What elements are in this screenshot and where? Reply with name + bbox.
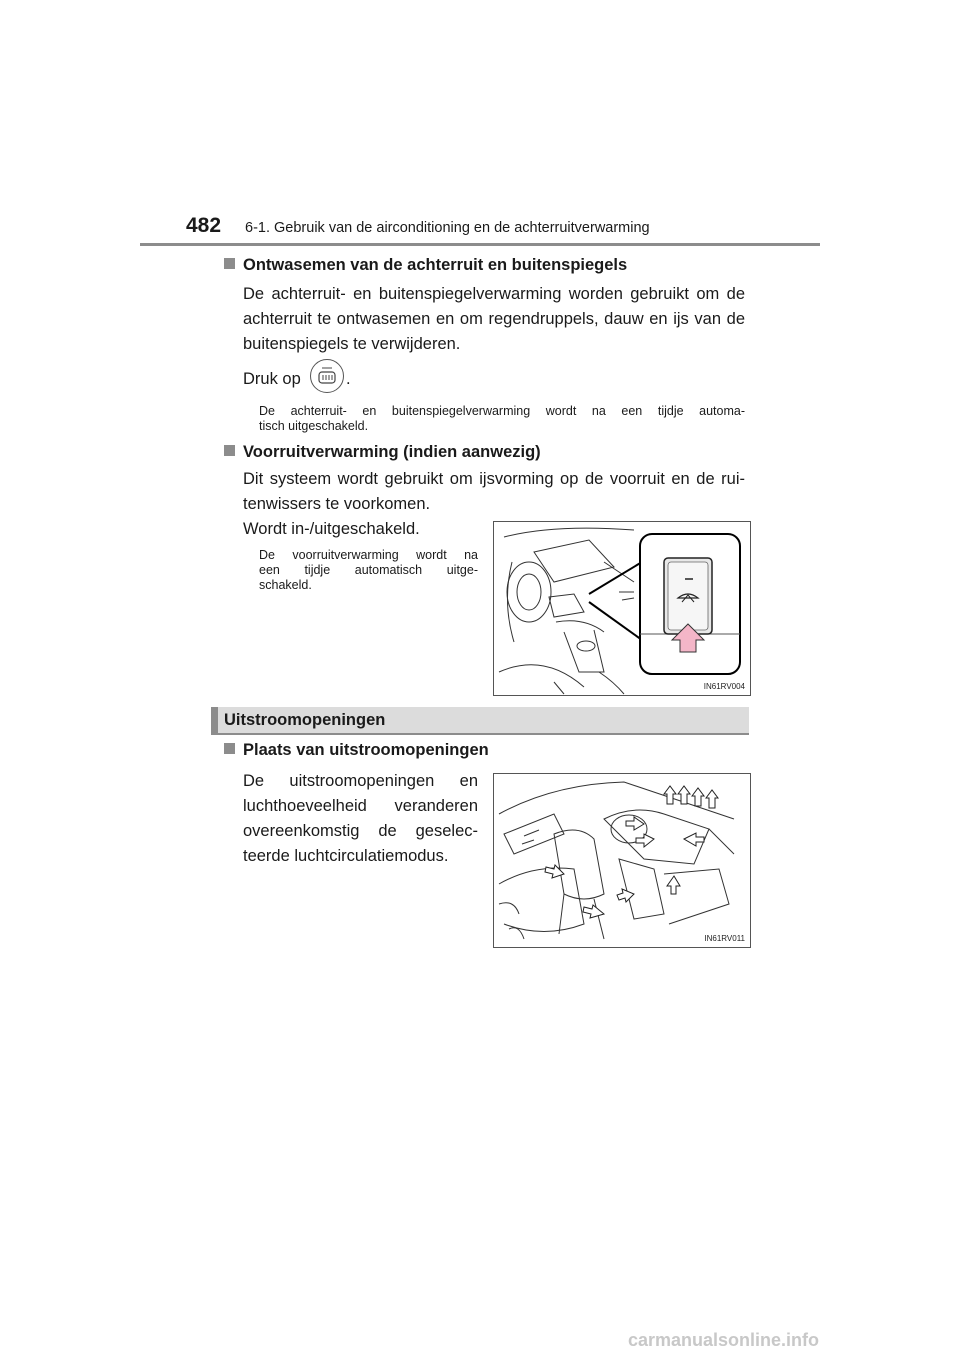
defogger-line-2: achterruit te ontwasemen en om regendruppels, dauw en ijs van de — [243, 310, 745, 328]
outlets-line-1: De uitstroomopeningen en — [243, 772, 478, 790]
defogger-line-3: buitenspiegels te verwijderen. — [243, 335, 461, 353]
defogger-note-line-2: tisch uitgeschakeld. — [259, 419, 369, 433]
section-title: Uitstroomopeningen — [224, 711, 386, 729]
windshield-note-line-1: De voorruitverwarming wordt na — [259, 548, 478, 562]
bullet-square-icon — [224, 258, 235, 269]
press-instruction-prefix: Druk op — [243, 370, 301, 388]
windshield-note-line-3: schakeld. — [259, 578, 312, 592]
windshield-note-line-2: een tijdje automatisch uitge- — [259, 563, 478, 577]
outlets-line-3: overeenkomstig de geselec- — [243, 822, 478, 840]
windshield-line-2: tenwissers te voorkomen. — [243, 495, 431, 513]
chapter-header: 6-1. Gebruik van de airconditioning en de achterruitverwarming — [245, 220, 650, 236]
page-number: 482 — [186, 214, 222, 237]
windshield-line-3: Wordt in-/uitgeschakeld. — [243, 520, 420, 538]
bullet-square-icon — [224, 445, 235, 456]
bullet-square-icon — [224, 743, 235, 754]
defogger-note-line-1: De achterruit- en buitenspiegelverwarming wordt na een tijdje automa- — [259, 404, 745, 418]
windshield-switch-figure — [493, 521, 751, 696]
defogger-heading: Ontwasemen van de achterruit en buitenspiegels — [224, 256, 627, 275]
outlets-heading: Plaats van uitstroomopeningen — [224, 741, 489, 760]
outlets-line-4: teerde luchtcirculatiemodus. — [243, 847, 449, 865]
rear-defogger-icon — [309, 358, 345, 394]
figure-code: IN61RV011 — [704, 934, 745, 943]
windshield-heating-heading: Voorruitverwarming (indien aanwezig) — [224, 443, 541, 462]
air-outlets-figure — [493, 773, 751, 948]
figure-code: IN61RV004 — [703, 682, 745, 691]
windshield-line-1: Dit systeem wordt gebruikt om ijsvorming op de voorruit en de rui- — [243, 470, 745, 488]
outlets-line-2: luchthoeveelheid veranderen — [243, 797, 478, 815]
section-bar-rule — [211, 733, 749, 735]
press-instruction-suffix: . — [346, 370, 351, 388]
header-rule — [140, 243, 820, 246]
defogger-line-1: De achterruit- en buitenspiegelverwarming worden gebruikt om de — [243, 285, 745, 303]
watermark: carmanualsonline.info — [628, 1330, 820, 1350]
